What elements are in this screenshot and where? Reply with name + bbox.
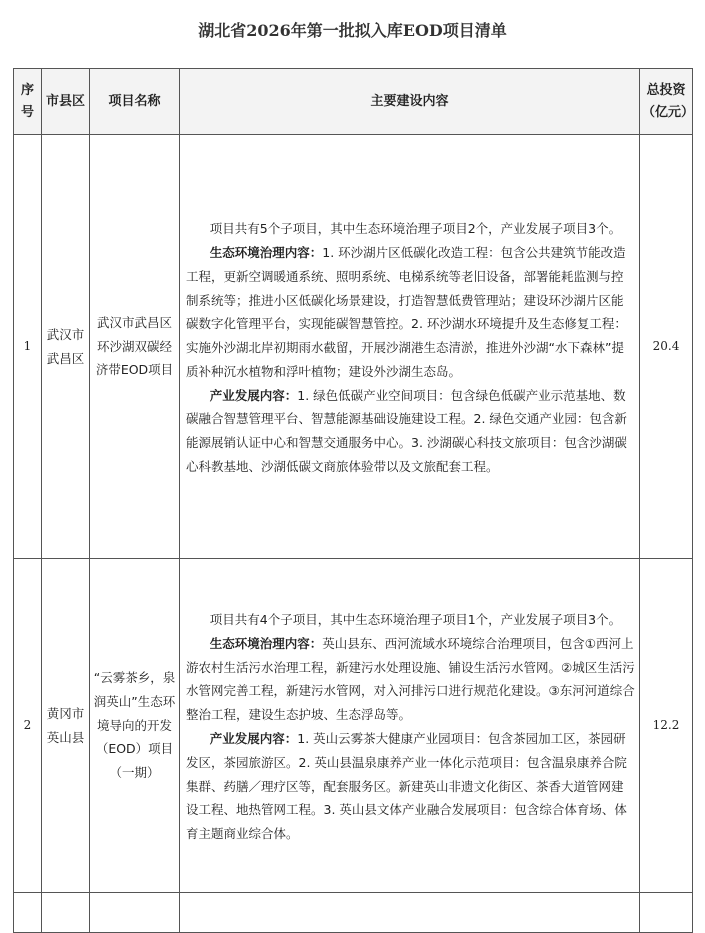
industry-text: 1. 绿色低碳产业空间项目：包含绿色低碳产业示范基地、数碳融合智慧管理平台、智慧能源基础设施建设工程。2. 绿色交通产业园：包含新能源展销认证中心和智慧交通服务中心。3. 沙湖碳心科技文旅项目：包含沙湖碳心科教基地、沙湖低碳文商旅体验带以及文旅配套工程。 [186,387,627,475]
content-industry [186,727,635,846]
row-index [14,893,42,933]
industry-label: 产业发展内容： [209,387,298,403]
env-text: 1. 环沙湖片区低碳化改造工程：包含公共建筑节能改造工程，更新空调暖通系统、照明系统、电梯系统等老旧设备，部署能耗监测与控制系统等；推进小区低碳化场景建设，打造智慧低费管理站；建设环沙湖片区能碳数字化管理平台，实现能碳智慧管控。2. 环沙湖水环境提升及生态修复工程：实施外沙湖北岸初期雨水截留，开展沙湖港生态清淤，推进外沙湖“水下森林”提质补种沉水植物和浮叶植物；建设外沙湖生态岛。 [186,244,627,379]
row-content [180,559,640,893]
header-content: 主要建设内容 [180,69,640,135]
industry-text: 1. 英山云雾茶大健康产业园项目：包含茶园加工区，茶园研发区，茶园旅游区。2. 英山县温泉康养产业一体化示范项目：包含温泉康养合院集群、药膳／理疗区等，配套服务区。新建英山非遗文化街区、茶香大道管网建设工程、地热管网工程。3. 英山县文体产业融合发展项目：包含综合体育场、体育主题商业综合体。 [186,731,627,842]
header-invest: 总投资（亿元） [640,69,693,135]
content-industry [186,384,635,479]
row-city: 武汉市武昌区 [42,135,90,559]
content-env [186,241,635,384]
content-intro: 项目共有4个子项目，其中生态环境治理子项目1个，产业发展子项目3个。 [209,612,622,628]
project-table [13,68,693,933]
row-index: 1 [14,135,42,559]
env-label: 生态环境治理内容： [209,635,323,651]
row-content [180,893,640,933]
industry-label: 产业发展内容： [209,731,298,746]
env-text: 英山县东、西河流域水环境综合治理项目，包含①西河上游农村生活污水治理工程，新建污水处理设施、铺设生活污水管网。②城区生活污水管网完善工程，新建污水管网，对入河排污口进行规范化建设。③东河河道综合整治工程，建设生态护坡、生态浮岛等。 [186,635,635,723]
row-index: 2 [14,559,42,893]
page-title: 湖北省2026年第一批拟入库EOD项目清单 [198,21,507,40]
row-city [42,893,90,933]
table-header-row [14,69,693,135]
table-row [14,135,693,559]
table-row [14,559,693,893]
table-row [14,893,693,933]
row-project-name: 武汉市武昌区环沙湖双碳经济带EOD项目 [90,135,180,559]
content-intro: 项目共有5个子项目，其中生态环境治理子项目2个，产业发展子项目3个。 [209,221,622,237]
row-project-name [90,893,180,933]
env-label: 生态环境治理内容： [209,244,323,260]
row-invest: 12.2 [640,559,693,893]
row-city: 黄冈市英山县 [42,559,90,893]
header-index: 序号 [14,69,42,135]
header-name: 项目名称 [90,69,180,135]
content-env [186,632,635,727]
row-content [180,135,640,559]
row-project-name: “云雾茶乡，泉润英山”生态环境导向的开发（EOD）项目（一期） [90,559,180,893]
header-city: 市县区 [42,69,90,135]
row-invest [640,893,693,933]
row-invest: 20.4 [640,135,693,559]
